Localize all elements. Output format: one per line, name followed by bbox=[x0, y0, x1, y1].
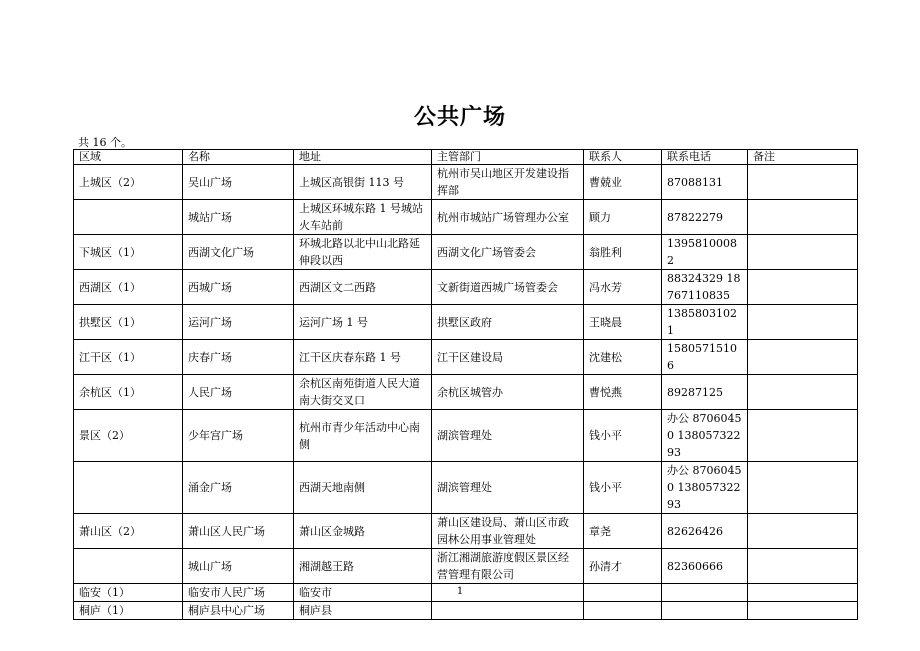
phone-cell: 13858031021 bbox=[662, 305, 748, 340]
region-cell: 临安（1） bbox=[74, 584, 183, 602]
address-cell: 湘湖越王路 bbox=[294, 549, 432, 584]
address-cell: 上城区高银街 113 号 bbox=[294, 165, 432, 200]
phone-cell: 82626426 bbox=[662, 514, 748, 549]
name-cell: 桐庐县中心广场 bbox=[183, 602, 294, 620]
phone-cell bbox=[662, 602, 748, 620]
contact-cell: 冯水芳 bbox=[584, 270, 662, 305]
note-cell bbox=[748, 410, 858, 462]
column-header: 备注 bbox=[748, 150, 858, 165]
address-cell: 西湖区文二西路 bbox=[294, 270, 432, 305]
note-cell bbox=[748, 375, 858, 410]
region-cell: 西湖区（1） bbox=[74, 270, 183, 305]
dept-cell: 萧山区建设局、萧山区市政园林公用事业管理处 bbox=[432, 514, 584, 549]
column-header: 联系人 bbox=[584, 150, 662, 165]
phone-cell: 87822279 bbox=[662, 200, 748, 235]
dept-cell: 湖滨管理处 bbox=[432, 462, 584, 514]
address-cell: 江干区庆春东路 1 号 bbox=[294, 340, 432, 375]
name-cell: 城山广场 bbox=[183, 549, 294, 584]
region-cell: 景区（2） bbox=[74, 410, 183, 462]
note-cell bbox=[748, 165, 858, 200]
address-cell: 西湖天地南侧 bbox=[294, 462, 432, 514]
contact-cell: 孙清才 bbox=[584, 549, 662, 584]
address-cell: 上城区环城东路 1 号城站火车站前 bbox=[294, 200, 432, 235]
name-cell: 运河广场 bbox=[183, 305, 294, 340]
table-row bbox=[74, 235, 858, 270]
table-row bbox=[74, 410, 858, 462]
region-cell bbox=[74, 549, 183, 584]
name-cell: 西城广场 bbox=[183, 270, 294, 305]
note-cell bbox=[748, 340, 858, 375]
name-cell: 临安市人民广场 bbox=[183, 584, 294, 602]
note-cell bbox=[748, 270, 858, 305]
table-row bbox=[74, 602, 858, 620]
contact-cell: 钱小平 bbox=[584, 410, 662, 462]
table-row bbox=[74, 549, 858, 584]
phone-cell: 89287125 bbox=[662, 375, 748, 410]
contact-cell: 顾力 bbox=[584, 200, 662, 235]
name-cell: 西湖文化广场 bbox=[183, 235, 294, 270]
address-cell: 运河广场 1 号 bbox=[294, 305, 432, 340]
phone-cell: 88324329 18767110835 bbox=[662, 270, 748, 305]
dept-cell: 拱墅区政府 bbox=[432, 305, 584, 340]
contact-cell bbox=[584, 602, 662, 620]
column-header: 联系电话 bbox=[662, 150, 748, 165]
name-cell: 庆春广场 bbox=[183, 340, 294, 375]
dept-cell: 杭州市吴山地区开发建设指挥部 bbox=[432, 165, 584, 200]
table-row bbox=[74, 200, 858, 235]
phone-cell: 87088131 bbox=[662, 165, 748, 200]
dept-cell: 西湖文化广场管委会 bbox=[432, 235, 584, 270]
region-cell: 桐庐（1） bbox=[74, 602, 183, 620]
page-number: 1 bbox=[456, 586, 464, 597]
name-cell: 城站广场 bbox=[183, 200, 294, 235]
note-cell bbox=[748, 462, 858, 514]
address-cell: 环城北路以北中山北路延伸段以西 bbox=[294, 235, 432, 270]
note-cell bbox=[748, 514, 858, 549]
region-cell bbox=[74, 462, 183, 514]
column-header: 地址 bbox=[294, 150, 432, 165]
region-cell: 江干区（1） bbox=[74, 340, 183, 375]
region-cell bbox=[74, 200, 183, 235]
contact-cell: 王晓晨 bbox=[584, 305, 662, 340]
contact-cell: 章尧 bbox=[584, 514, 662, 549]
dept-cell: 文新街道西城广场管委会 bbox=[432, 270, 584, 305]
note-cell bbox=[748, 602, 858, 620]
dept-cell: 余杭区城管办 bbox=[432, 375, 584, 410]
address-cell: 萧山区金城路 bbox=[294, 514, 432, 549]
table-row bbox=[74, 514, 858, 549]
plaza-table bbox=[73, 149, 858, 620]
column-header: 区域 bbox=[74, 150, 183, 165]
address-cell: 余杭区南苑街道人民大道南大街交叉口 bbox=[294, 375, 432, 410]
contact-cell: 钱小平 bbox=[584, 462, 662, 514]
phone-cell: 15805715106 bbox=[662, 340, 748, 375]
address-cell: 临安市 bbox=[294, 584, 432, 602]
column-header: 主管部门 bbox=[432, 150, 584, 165]
name-cell: 人民广场 bbox=[183, 375, 294, 410]
region-cell: 上城区（2） bbox=[74, 165, 183, 200]
region-cell: 下城区（1） bbox=[74, 235, 183, 270]
dept-cell bbox=[432, 602, 584, 620]
region-cell: 余杭区（1） bbox=[74, 375, 183, 410]
phone-cell: 82360666 bbox=[662, 549, 748, 584]
note-cell bbox=[748, 305, 858, 340]
name-cell: 吴山广场 bbox=[183, 165, 294, 200]
dept-cell: 湖滨管理处 bbox=[432, 410, 584, 462]
contact-cell: 翁胜利 bbox=[584, 235, 662, 270]
phone-cell: 办公 87060450 13805732293 bbox=[662, 462, 748, 514]
contact-cell: 沈建松 bbox=[584, 340, 662, 375]
table-row bbox=[74, 165, 858, 200]
column-header: 名称 bbox=[183, 150, 294, 165]
table-row bbox=[74, 305, 858, 340]
region-cell: 萧山区（2） bbox=[74, 514, 183, 549]
region-cell: 拱墅区（1） bbox=[74, 305, 183, 340]
count-text: 共 16 个。 bbox=[78, 136, 132, 149]
note-cell bbox=[748, 235, 858, 270]
dept-cell: 江干区建设局 bbox=[432, 340, 584, 375]
page-title: 公共广场 bbox=[413, 105, 506, 130]
note-cell bbox=[748, 200, 858, 235]
table-row bbox=[74, 340, 858, 375]
address-cell: 桐庐县 bbox=[294, 602, 432, 620]
name-cell: 少年宫广场 bbox=[183, 410, 294, 462]
table-header-row bbox=[74, 150, 858, 165]
address-cell: 杭州市青少年活动中心南侧 bbox=[294, 410, 432, 462]
contact-cell: 曹悦燕 bbox=[584, 375, 662, 410]
name-cell: 萧山区人民广场 bbox=[183, 514, 294, 549]
phone-cell: 办公 87060450 13805732293 bbox=[662, 410, 748, 462]
table-row bbox=[74, 462, 858, 514]
dept-cell: 浙江湘湖旅游度假区景区经营管理有限公司 bbox=[432, 549, 584, 584]
phone-cell: 13958100082 bbox=[662, 235, 748, 270]
name-cell: 涌金广场 bbox=[183, 462, 294, 514]
dept-cell: 杭州市城站广场管理办公室 bbox=[432, 200, 584, 235]
note-cell bbox=[748, 549, 858, 584]
contact-cell: 曹兢业 bbox=[584, 165, 662, 200]
table-row bbox=[74, 270, 858, 305]
table-row bbox=[74, 375, 858, 410]
